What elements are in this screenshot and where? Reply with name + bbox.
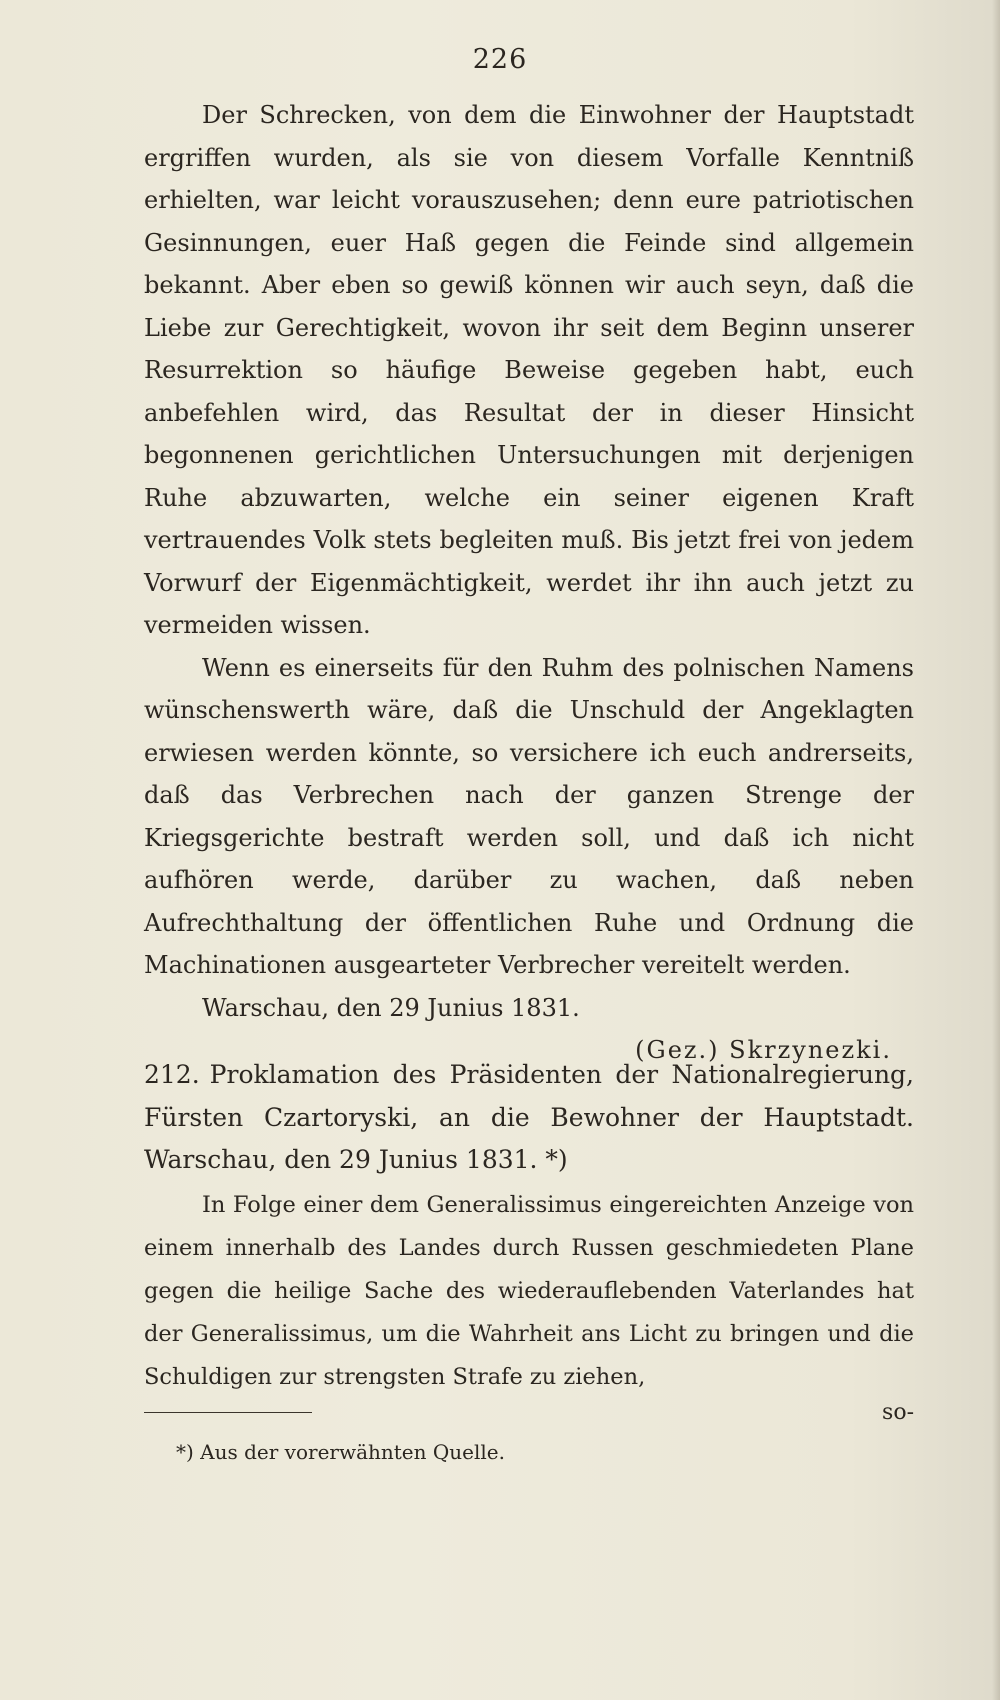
footnote-rule (144, 1412, 312, 1413)
section-212 (144, 1054, 914, 1182)
section-heading (144, 1054, 914, 1182)
page-number: 226 (472, 44, 528, 75)
section-title: Proklamation des Präsidenten der Nationalregierung, Fürsten Czartoryski, an die Bewohner der Hauptstadt. Warschau, den 29 Junius 1831. *) (144, 1060, 914, 1174)
footnote: *) Aus der vorerwähnten Quelle. (176, 1440, 505, 1464)
dateline: Warschau, den 29 Junius 1831. (202, 993, 580, 1022)
catchword: so- (882, 1400, 914, 1425)
signature: (Gez.) Skrzynezki. (635, 1036, 892, 1064)
body-text-lower (144, 1184, 914, 1399)
paragraph-schrecken: Der Schrecken, von dem die Einwohner der Hauptstadt ergriffen wurden, als sie von diesem Vorfalle Kenntniß erhielten, war leicht vorauszusehen; denn eure patriotischen Gesinnungen, euer Haß gegen die Feinde sind allgemein bekannt. Aber eben so gewiß können wir auch seyn, daß die Liebe zur Gerechtigkeit, wovon ihr seit dem Beginn unserer Resurrektion so häufige Beweise gegeben habt, euch anbefehlen wird, das Resultat der in dieser Hinsicht begonnenen gerichtlichen Untersuchungen mit derjenigen Ruhe abzuwarten, welche ein seiner eigenen Kraft vertrauendes Volk stets begleiten muß. Bis jetzt frei von jedem Vorwurf der Eigenmächtigkeit, werdet ihr ihn auch jetzt zu vermeiden wissen. (144, 101, 914, 639)
section-number: 212. (144, 1060, 200, 1089)
body-text-upper (144, 94, 914, 1072)
paragraph-folge: In Folge einer dem Generalissimus eingereichten Anzeige von einem innerhalb des Landes durch Russen geschmiedeten Plane gegen die heilige Sache des wiederauflebenden Vaterlandes hat der Generalissimus, um die Wahrheit ans Licht zu bringen und die Schuldigen zur strengsten Strafe zu ziehen, (144, 1192, 914, 1390)
paragraph-einerseits: Wenn es einerseits für den Ruhm des polnischen Namens wünschenswerth wäre, daß die Unschuld der Angeklagten erwiesen werden könnte, so versichere ich euch andrerseits, daß das Verbrechen nach der ganzen Strenge der Kriegsgerichte bestraft werden soll, und daß ich nicht aufhören werde, darüber zu wachen, daß neben Aufrechthaltung der öffentlichen Ruhe und Ordnung die Machinationen ausgearteter Verbrecher vereitelt werden. (144, 653, 914, 979)
